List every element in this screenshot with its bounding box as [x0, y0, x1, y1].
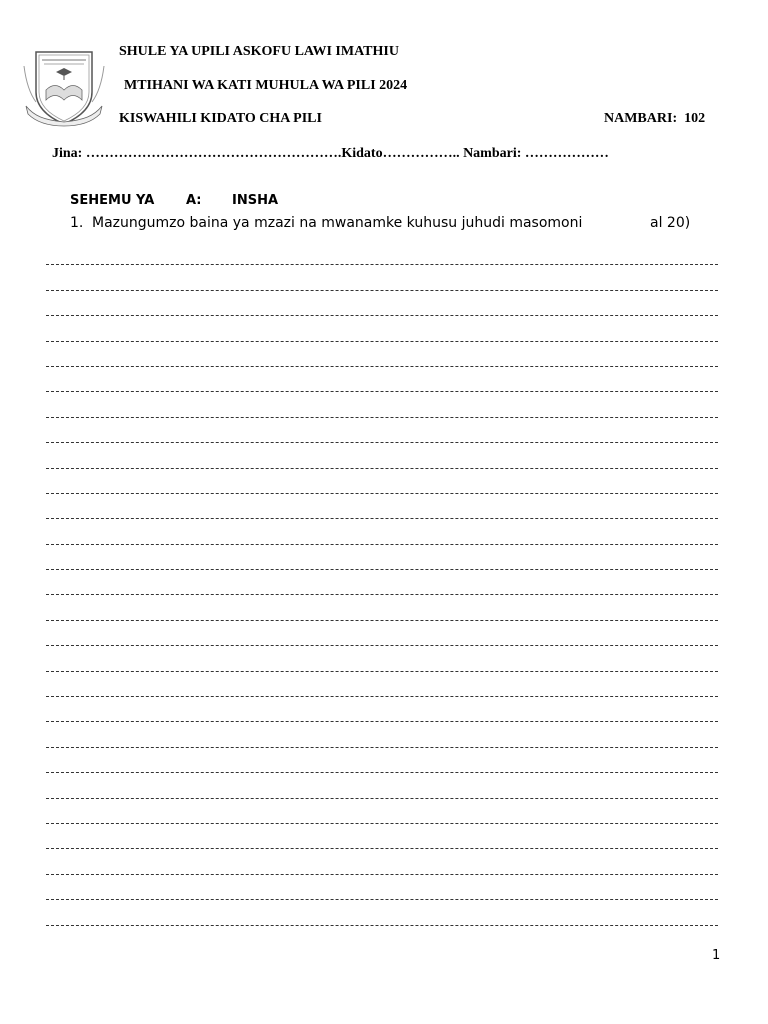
answer-line: [46, 824, 718, 849]
school-crest-logo: [22, 46, 106, 128]
section-title: INSHA: [232, 193, 279, 208]
paper-label: NAMBARI:: [604, 111, 678, 126]
answer-line: [46, 342, 718, 367]
answer-line: [46, 672, 718, 697]
answer-line: [46, 773, 718, 798]
answer-line: [46, 545, 718, 570]
answer-line: [46, 316, 718, 341]
answer-line: [46, 595, 718, 620]
paper-number: [604, 111, 705, 127]
answer-lines: [46, 240, 718, 926]
paper-number-value: 102: [684, 111, 706, 126]
answer-line: [46, 443, 718, 468]
answer-line: [46, 646, 718, 671]
answer-line: [46, 621, 718, 646]
answer-line: [46, 849, 718, 874]
answer-line: [46, 875, 718, 900]
answer-line: [46, 392, 718, 417]
answer-line: [46, 367, 718, 392]
answer-line: [46, 799, 718, 824]
question-marks: al 20): [650, 215, 691, 231]
question-number: 1.: [70, 215, 84, 231]
answer-line: [46, 900, 718, 925]
answer-line: [46, 469, 718, 494]
question-1: [70, 215, 582, 231]
answer-line: [46, 265, 718, 290]
school-name: SHULE YA UPILI ASKOFU LAWI IMATHIU: [119, 44, 399, 59]
exam-title: MTIHANI WA KATI MUHULA WA PILI 2024: [124, 78, 408, 93]
answer-line: [46, 570, 718, 595]
question-text: Mazungumzo baina ya mzazi na mwanamke kuhusu juhudi masomoni: [92, 215, 583, 231]
answer-line: [46, 697, 718, 722]
answer-line: [46, 291, 718, 316]
section-letter: A:: [186, 193, 202, 208]
page-number: 1: [712, 948, 721, 963]
answer-line: [46, 519, 718, 544]
section-label: SEHEMU YA: [70, 193, 155, 208]
answer-line: [46, 722, 718, 747]
answer-line: [46, 418, 718, 443]
section-heading: [70, 193, 278, 208]
candidate-details-line: Jina: ……………………………………………….Kidato…………….. Nambari: ………………: [52, 146, 609, 161]
answer-line: [46, 748, 718, 773]
subject-line: KISWAHILI KIDATO CHA PILI: [119, 111, 322, 126]
answer-line: [46, 240, 718, 265]
answer-line: [46, 494, 718, 519]
